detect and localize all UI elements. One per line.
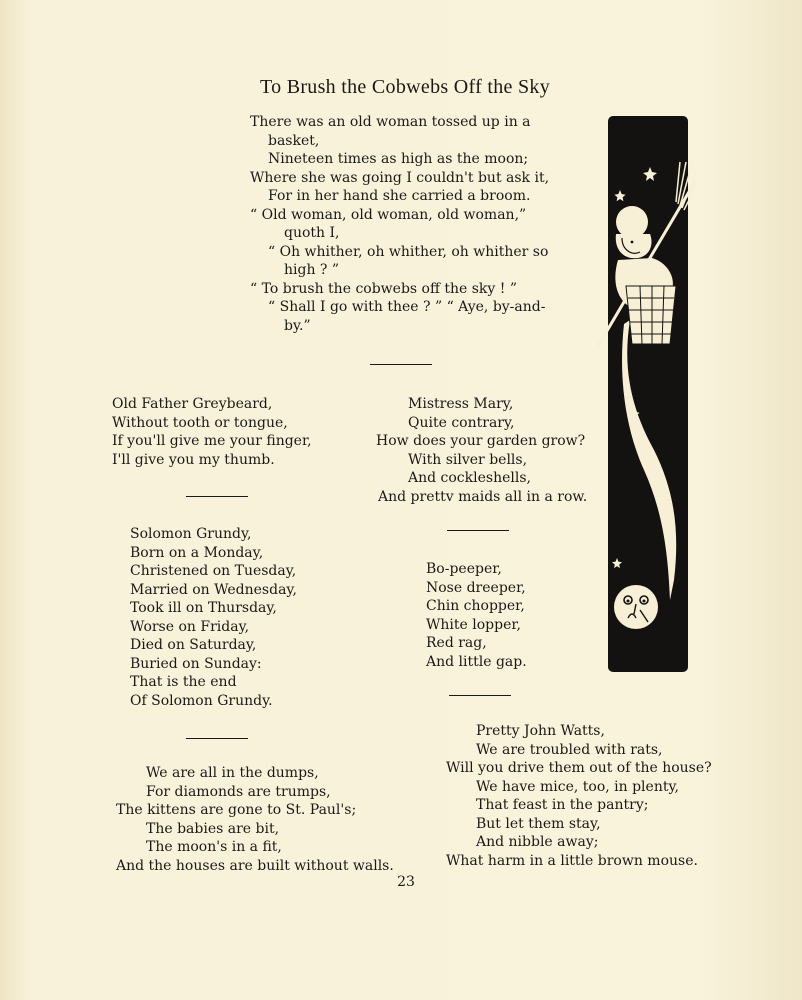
poem-line: I'll give you my thumb.: [112, 451, 275, 468]
basket-icon: [626, 286, 676, 344]
poem-line: That is the end: [130, 674, 237, 690]
poem-dumps: [116, 764, 394, 875]
old-woman-broom-illustration: [592, 110, 696, 676]
divider-rule: [449, 695, 511, 696]
poem-line: Nose dreeper,: [426, 579, 526, 596]
poem-line: “ Oh whither, oh whither, oh whither so: [268, 243, 549, 260]
poem-line: The moon's in a fit,: [146, 839, 282, 855]
poem-line: Mistress Mary,: [408, 396, 514, 412]
poem-line: White lopper,: [426, 616, 521, 633]
poem-line: Pretty John Watts,: [476, 723, 605, 739]
moon-face-icon: [614, 585, 658, 629]
poem-line: And little gap.: [426, 653, 527, 670]
poem-line: And prettv maids all in a row.: [378, 488, 588, 505]
divider-rule: [370, 364, 432, 365]
poem-line: The babies are bit,: [146, 820, 280, 837]
divider-rule: [447, 530, 509, 531]
poem-line: The kittens are gone to St. Paul's;: [116, 802, 357, 818]
page-title: To Brush the Cobwebs Off the Sky: [259, 76, 551, 98]
poem-mistress-mary: [376, 395, 587, 506]
poem-line: Where she was going I couldn't but ask it,: [250, 169, 550, 186]
poem-greybeard: [112, 395, 312, 469]
divider-rule: [186, 496, 248, 497]
poem-line: Without tooth or tongue,: [112, 414, 288, 431]
poem-line: That feast in the pantry;: [476, 797, 649, 813]
poem-line: We have mice, too, in plenty,: [476, 778, 679, 795]
poem-line: Married on Wednesday,: [130, 581, 297, 598]
poem-bo-peeper: [426, 560, 527, 671]
poem-line: basket,: [268, 132, 320, 149]
poem-john-watts: [446, 722, 712, 870]
poem-line: Nineteen times as high as the moon;: [268, 151, 529, 167]
poem-line: Born on a Monday,: [130, 544, 264, 561]
poem-line: But let them stay,: [476, 815, 601, 832]
poem-line: With silver bells,: [408, 451, 528, 468]
poem-line: Took ill on Thursday,: [130, 600, 277, 616]
poem-line: For in her hand she carried a broom.: [268, 188, 531, 204]
poem-line: Buried on Sunday:: [130, 655, 262, 672]
poem-line: What harm in a little brown mouse.: [446, 852, 698, 869]
poem-line: Red rag,: [426, 635, 487, 651]
poem-line: “ Shall I go with thee ? ” “ Aye, by-and-: [268, 299, 546, 315]
poem-line: Died on Saturday,: [130, 637, 257, 653]
poem-line: Chin chopper,: [426, 598, 525, 614]
poem-line: Solomon Grundy,: [130, 526, 252, 542]
poem-line: And nibble away;: [476, 834, 599, 850]
poem-line: Of Solomon Grundy.: [130, 692, 273, 709]
poem-line: quoth I,: [284, 225, 340, 241]
divider-rule: [186, 738, 248, 739]
poem-line: We are all in the dumps,: [146, 765, 319, 781]
poem-line: We are troubled with rats,: [476, 741, 663, 758]
poem-solomon-grundy: [130, 525, 297, 710]
poem-line: Worse on Friday,: [130, 618, 250, 635]
poem-line: by.”: [284, 317, 311, 334]
old-woman-head: [616, 206, 648, 238]
poem-line: “ To brush the cobwebs off the sky ! ”: [250, 280, 517, 297]
poem-line: For diamonds are trumps,: [146, 783, 331, 800]
poem-line: If you'll give me your finger,: [112, 433, 312, 449]
poem-line: Old Father Greybeard,: [112, 396, 273, 412]
poem-line: There was an old woman tossed up in a: [250, 114, 531, 130]
poem-line: high ? ”: [284, 262, 340, 278]
page-number: 23: [397, 874, 415, 890]
poem-old-woman: [250, 113, 549, 335]
poem-line: And the houses are built without walls.: [116, 857, 394, 874]
poem-line: “ Old woman, old woman, old woman,”: [250, 206, 527, 223]
poem-line: Christened on Tuesday,: [130, 563, 297, 579]
poem-line: Bo-peeper,: [426, 561, 502, 577]
poem-line: How does your garden grow?: [376, 433, 586, 449]
poem-line: And cockleshells,: [408, 470, 531, 486]
poem-line: Will you drive them out of the house?: [446, 760, 712, 776]
poem-line: Quite contrary,: [408, 414, 515, 431]
